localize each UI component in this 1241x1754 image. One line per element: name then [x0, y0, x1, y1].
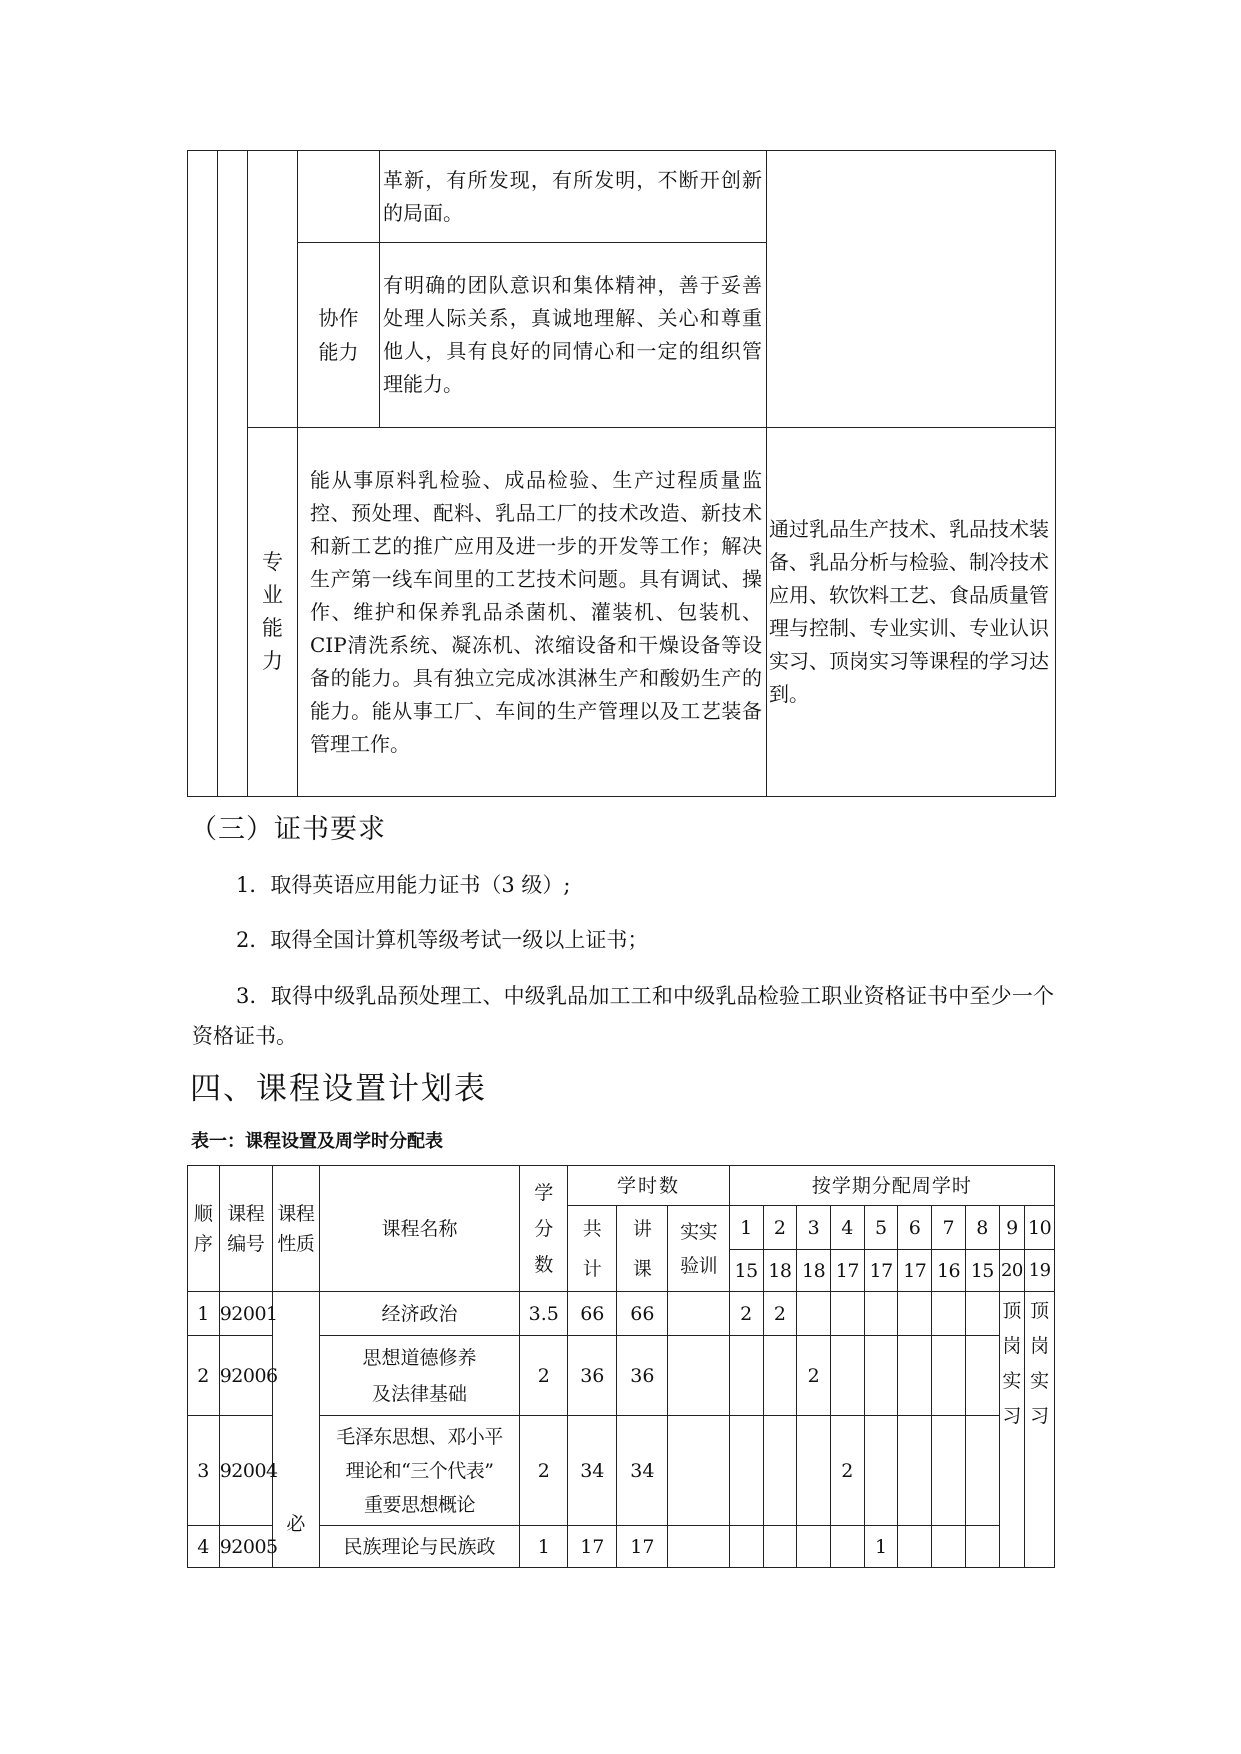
row-term-6: [898, 1292, 932, 1336]
row-lab: [668, 1292, 729, 1336]
row-term-4: [830, 1336, 864, 1416]
weeks-8: 15: [965, 1250, 999, 1292]
row-code: 92006: [219, 1336, 272, 1416]
row-lab: [668, 1336, 729, 1416]
row-name: 毛泽东思想、邓小平 理论和“三个代表” 重要思想概论: [319, 1416, 519, 1526]
row-term-8: [965, 1526, 999, 1568]
row-term-4: [830, 1526, 864, 1568]
innovation-label-cell: [298, 151, 380, 243]
ability-table: [187, 150, 1056, 797]
row-term-6: [898, 1526, 932, 1568]
row-lab: [668, 1526, 729, 1568]
row-term-8: [965, 1292, 999, 1336]
row-term-5: [864, 1416, 898, 1526]
row-term-1: [729, 1416, 763, 1526]
row-term-1: [729, 1336, 763, 1416]
row-term-7: [932, 1292, 966, 1336]
cooperation-text: 有明确的团队意识和集体精神，善于妥善处理人际关系，真诚地理解、关心和尊重他人，具有良好的同情心和一定的组织管理能力。: [380, 243, 767, 428]
row-total: 36: [568, 1336, 617, 1416]
weeks-9: 20: [999, 1250, 1025, 1292]
row-code: 92005: [219, 1526, 272, 1568]
row-term-6: [898, 1416, 932, 1526]
ability-type-cell: [248, 151, 298, 428]
term-4: 4: [830, 1206, 864, 1250]
plan-heading: 四、课程设置计划表: [190, 1071, 487, 1107]
course-table: [187, 1165, 1055, 1568]
row-seq: 1: [188, 1292, 220, 1336]
row-term-2: 2: [763, 1292, 797, 1336]
term-1: 1: [729, 1206, 763, 1250]
row-term-7: [932, 1416, 966, 1526]
cert-item-2: 2．取得全国计算机等级考试一级以上证书；: [236, 928, 649, 952]
internship-term-9: 顶 岗 实 习: [999, 1292, 1025, 1568]
header-nature: 课程 性质: [272, 1166, 319, 1292]
row-lecture: 34: [617, 1416, 668, 1526]
table-row: [188, 1292, 1055, 1336]
weeks-2: 18: [763, 1250, 797, 1292]
row-term-6: [898, 1336, 932, 1416]
row-total: 66: [568, 1292, 617, 1336]
row-seq: 3: [188, 1416, 220, 1526]
header-total: 共 计: [568, 1206, 617, 1292]
header-hours: 学时数: [568, 1166, 730, 1206]
row-credit: 1: [520, 1526, 568, 1568]
row-term-3: [797, 1292, 831, 1336]
row-name: 思想道德修养 及法律基础: [319, 1336, 519, 1416]
row-credit: 2: [520, 1416, 568, 1526]
term-10: 10: [1025, 1206, 1055, 1250]
weeks-4: 17: [830, 1250, 864, 1292]
row-term-3: [797, 1526, 831, 1568]
row-lecture: 66: [617, 1292, 668, 1336]
term-3: 3: [797, 1206, 831, 1250]
outer-category-cell: [188, 151, 218, 797]
row-term-8: [965, 1336, 999, 1416]
term-2: 2: [763, 1206, 797, 1250]
cert-item-1: 1．取得英语应用能力证书（3 级）;: [236, 873, 571, 897]
row-credit: 3.5: [520, 1292, 568, 1336]
weeks-10: 19: [1025, 1250, 1055, 1292]
weeks-7: 16: [932, 1250, 966, 1292]
row-nature: 必: [272, 1292, 319, 1568]
term-9: 9: [999, 1206, 1025, 1250]
header-weekly: 按学期分配周学时: [729, 1166, 1054, 1206]
header-credit: 学 分 数: [520, 1166, 568, 1292]
term-5: 5: [864, 1206, 898, 1250]
row-name: 民族理论与民族政: [319, 1526, 519, 1568]
row-term-2: [763, 1416, 797, 1526]
row-term-5: 1: [864, 1526, 898, 1568]
row-lecture: 36: [617, 1336, 668, 1416]
sub-category-cell: [218, 151, 248, 797]
header-lecture: 讲 课: [617, 1206, 668, 1292]
weeks-1: 15: [729, 1250, 763, 1292]
row-term-2: [763, 1526, 797, 1568]
row-total: 34: [568, 1416, 617, 1526]
row-lecture: 17: [617, 1526, 668, 1568]
term-8: 8: [965, 1206, 999, 1250]
row-credit: 2: [520, 1336, 568, 1416]
row-term-4: 2: [830, 1416, 864, 1526]
row-seq: 4: [188, 1526, 220, 1568]
row-name: 经济政治: [319, 1292, 519, 1336]
row-term-1: 2: [729, 1292, 763, 1336]
cert-item-3: 3．取得中级乳品预处理工、中级乳品加工工和中级乳品检验工职业资格证书中至少一个资格证书。: [192, 984, 1054, 1048]
row-term-3: 2: [797, 1336, 831, 1416]
row-term-8: [965, 1416, 999, 1526]
row-seq: 2: [188, 1336, 220, 1416]
row-total: 17: [568, 1526, 617, 1568]
professional-path-text: 通过乳品生产技术、乳品技术装备、乳品分析与检验、制冷技术应用、软饮料工艺、食品质量管理与控制、专业实训、专业认识实习、顶岗实习等课程的学习达到。: [767, 428, 1056, 797]
professional-text: 能从事原料乳检验、成品检验、生产过程质量监控、预处理、配料、乳品工厂的技术改造、新技术和新工艺的推广应用及进一步的开发等工作；解决生产第一线车间里的工艺技术问题。具有调试、操作、维护和保养乳品杀菌机、灌装机、包装机、CIP清洗系统、凝冻机、浓缩设备和干燥设备等设备的能力。具有独立完成冰淇淋生产和酸奶生产的能力。能从事工厂、车间的生产管理以及工艺装备管理工作。: [298, 428, 767, 797]
row-lab: [668, 1416, 729, 1526]
row-term-5: [864, 1336, 898, 1416]
row-code: 92001: [219, 1292, 272, 1336]
row-code: 92004: [219, 1416, 272, 1526]
row-term-3: [797, 1416, 831, 1526]
row-term-7: [932, 1336, 966, 1416]
row-term-5: [864, 1292, 898, 1336]
internship-term-10: 顶 岗 实 习: [1025, 1292, 1055, 1568]
innovation-path-cell: [767, 151, 1056, 428]
row-term-2: [763, 1336, 797, 1416]
innovation-text: 革新，有所发现，有所发明，不断开创新的局面。: [380, 151, 767, 243]
header-code: 课程 编号: [219, 1166, 272, 1292]
cert-heading: （三）证书要求: [190, 814, 386, 845]
header-name: 课程名称: [319, 1166, 519, 1292]
cooperation-label: 协作 能力: [298, 243, 380, 428]
weeks-5: 17: [864, 1250, 898, 1292]
row-term-4: [830, 1292, 864, 1336]
weeks-3: 18: [797, 1250, 831, 1292]
header-lab: 实实 验训: [668, 1206, 729, 1292]
weeks-6: 17: [898, 1250, 932, 1292]
table-caption: 表一：课程设置及周学时分配表: [191, 1131, 443, 1152]
row-term-7: [932, 1526, 966, 1568]
term-6: 6: [898, 1206, 932, 1250]
professional-label: 专 业 能 力: [248, 428, 298, 797]
term-7: 7: [932, 1206, 966, 1250]
row-term-1: [729, 1526, 763, 1568]
header-seq: 顺 序: [188, 1166, 220, 1292]
